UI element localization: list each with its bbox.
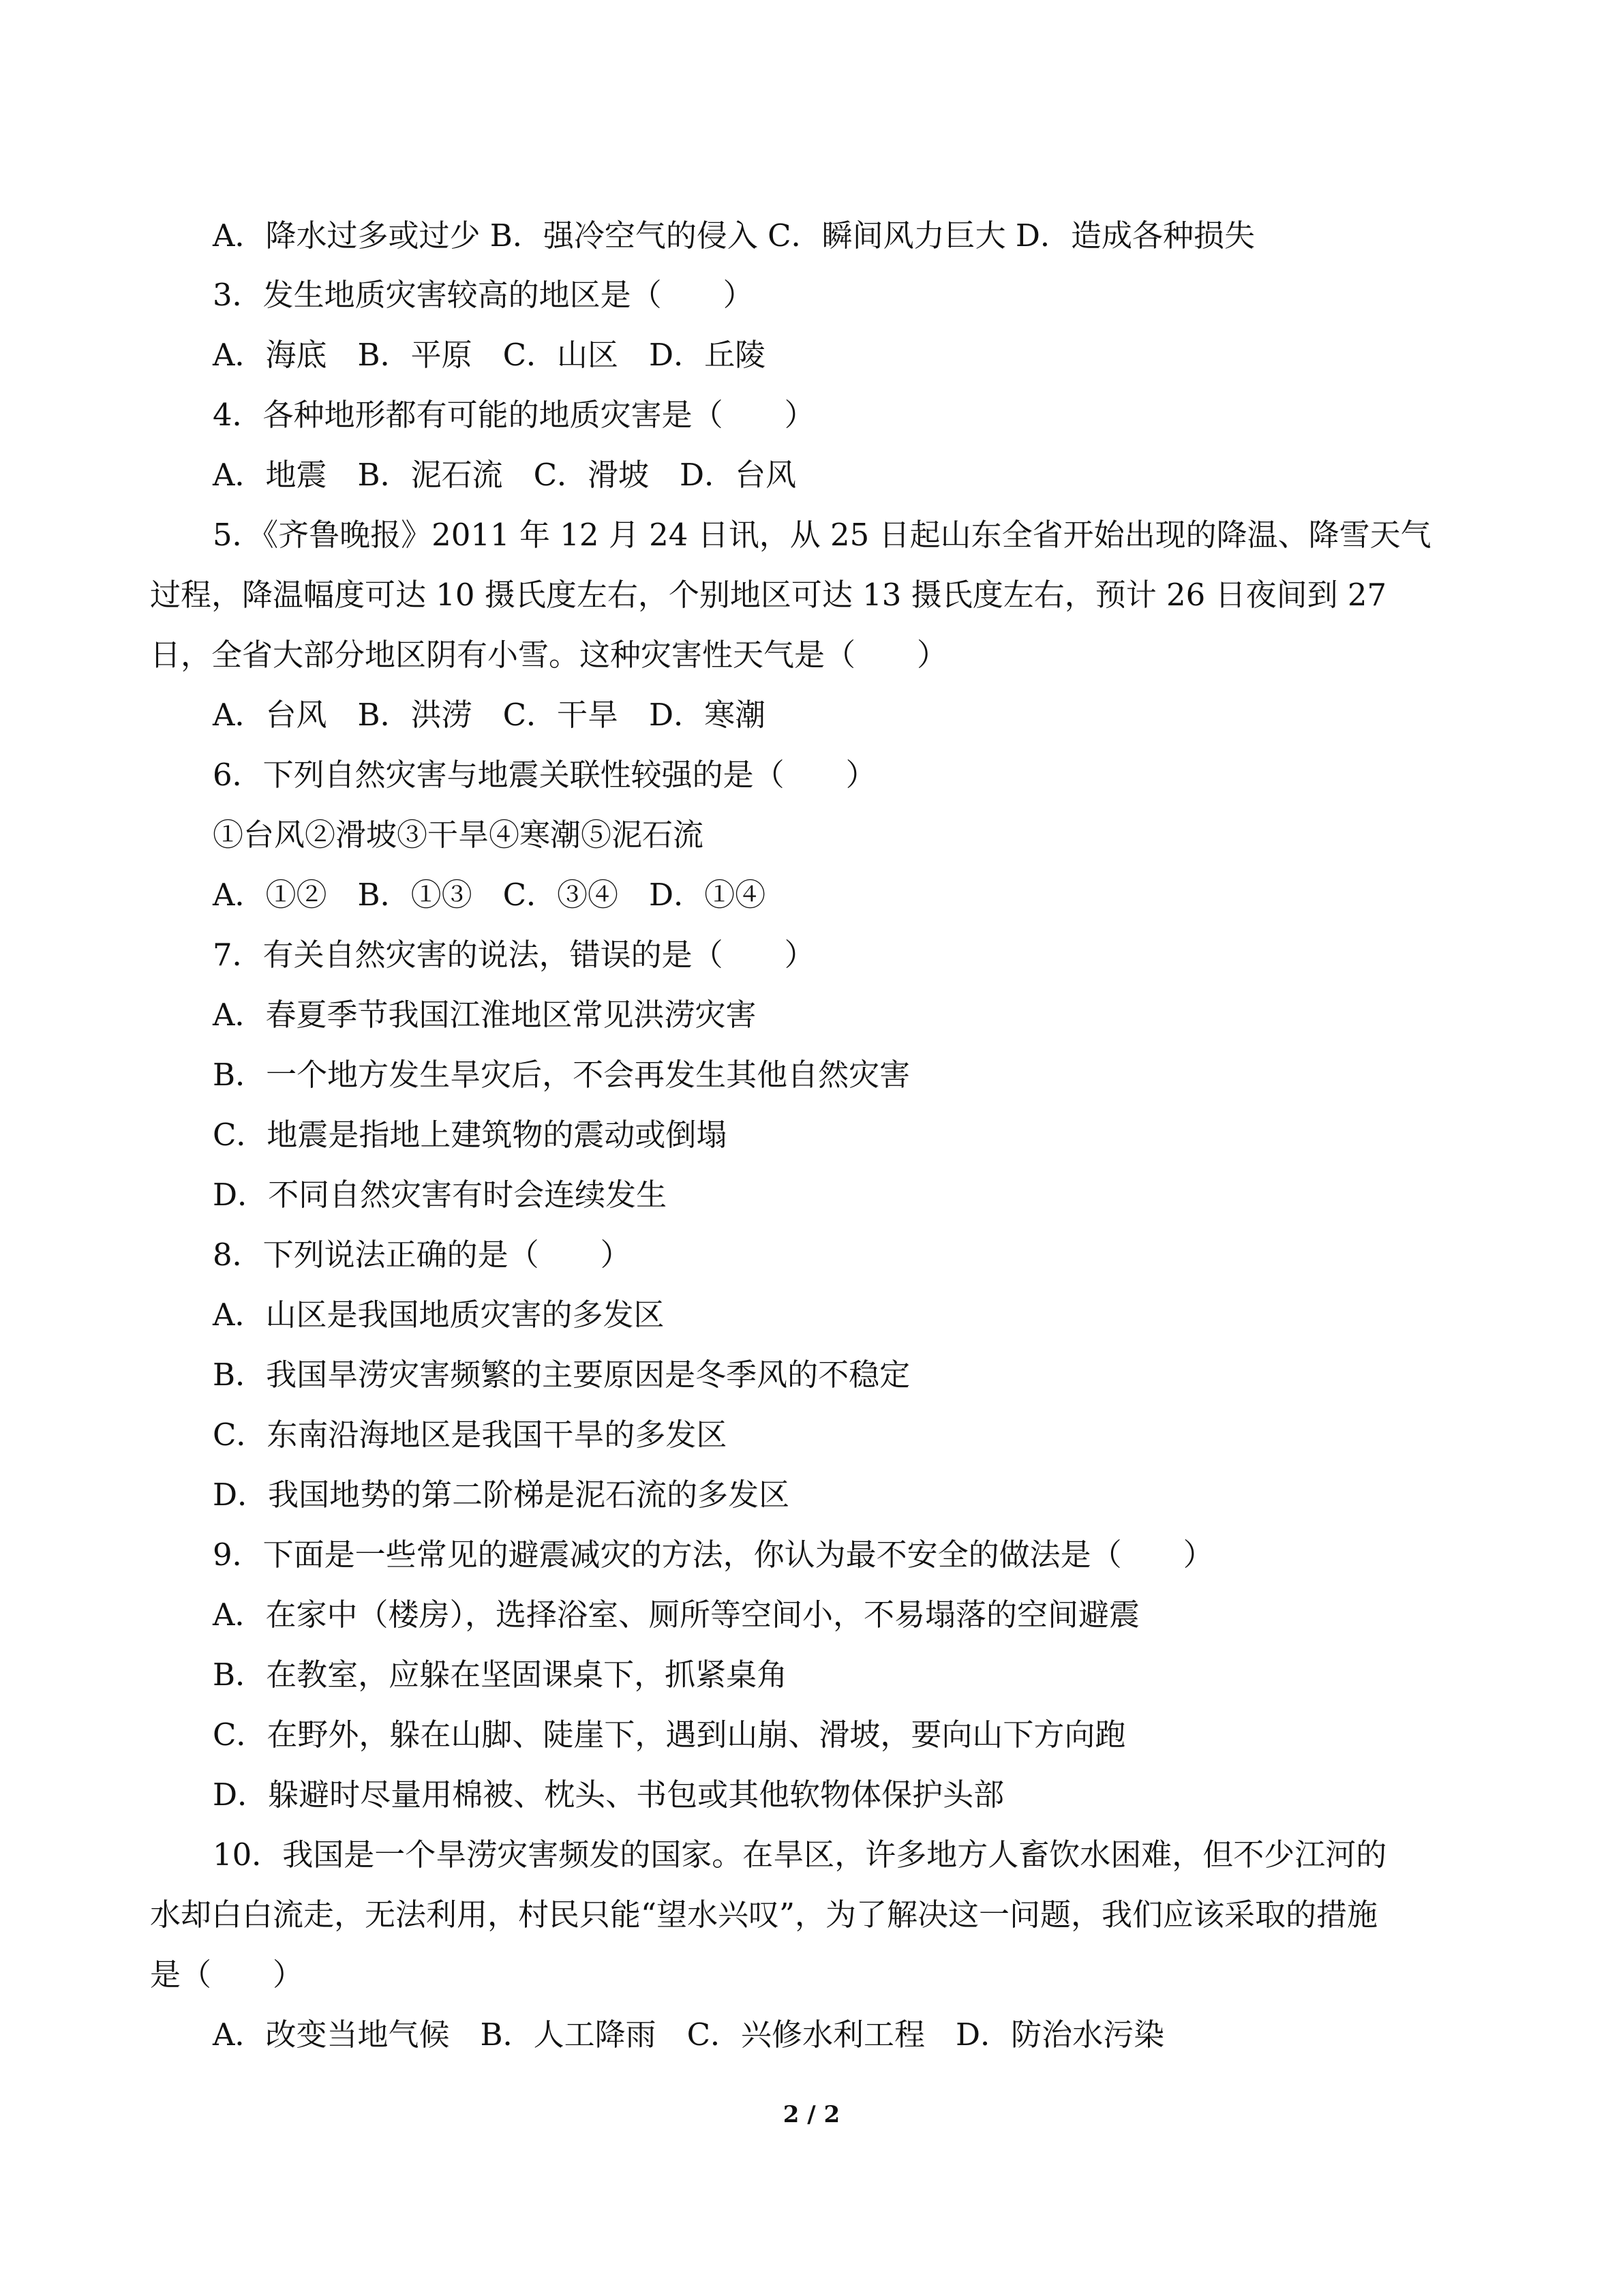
q5-stem-line-3: 日，全省大部分地区阴有小雪。这种灾害性天气是（ ） [150,637,948,673]
q9-stem: 9．下面是一些常见的避震减灾的方法，你认为最不安全的做法是（ ） [213,1537,1214,1573]
q5-options: A．台风 B．洪涝 C．干旱 D．寒潮 [213,697,766,733]
q8-option-b: B．我国旱涝灾害频繁的主要原因是冬季风的不稳定 [213,1357,911,1393]
q8-option-d: D．我国地势的第二阶梯是泥石流的多发区 [213,1477,790,1513]
q9-option-c: C．在野外，躲在山脚、陡崖下，遇到山崩、滑坡，要向山下方向跑 [213,1717,1126,1753]
q8-option-c: C．东南沿海地区是我国干旱的多发区 [213,1417,727,1453]
q4-options: A．地震 B．泥石流 C．滑坡 D．台风 [213,457,797,493]
q6-stem: 6．下列自然灾害与地震关联性较强的是（ ） [213,757,877,793]
q5-stem-line-1: 5．《齐鲁晚报》2011 年 12 月 24 日讯，从 25 日起山东全省开始出现的降温、降雪天气 [213,517,1431,553]
q10-options: A．改变当地气候 B．人工降雨 C．兴修水利工程 D．防治水污染 [213,2016,1165,2053]
q8-stem: 8．下列说法正确的是（ ） [213,1237,631,1273]
q7-option-d: D．不同自然灾害有时会连续发生 [213,1177,667,1213]
q9-option-b: B．在教室，应躲在坚固课桌下，抓紧桌角 [213,1657,788,1693]
q10-stem-line-1: 10．我国是一个旱涝灾害频发的国家。在旱区，许多地方人畜饮水困难，但不少江河的 [213,1837,1387,1873]
q10-stem-line-3: 是（ ） [150,1957,304,1993]
q10-stem-line-2: 水却白白流走，无法利用，村民只能“望水兴叹”，为了解决这一问题，我们应该采取的措施 [150,1897,1378,1933]
q3-stem: 3．发生地质灾害较高的地区是（ ） [213,277,754,313]
q4-stem: 4．各种地形都有可能的地质灾害是（ ） [213,397,815,433]
q6-options: A．①② B．①③ C．③④ D．①④ [213,877,766,913]
q5-stem-line-2: 过程，降温幅度可达 10 摄氏度左右，个别地区可达 13 摄氏度左右，预计 26 日夜间到 27 [150,577,1387,613]
q9-option-d: D．躲避时尽量用棉被、枕头、书包或其他软物体保护头部 [213,1777,1005,1813]
q7-option-a: A．春夏季节我国江淮地区常见洪涝灾害 [213,997,757,1033]
q3-options: A．海底 B．平原 C．山区 D．丘陵 [213,337,766,373]
q7-option-c: C．地震是指地上建筑物的震动或倒塌 [213,1117,727,1153]
q6-items: ①台风②滑坡③干旱④寒潮⑤泥石流 [213,817,704,853]
page-number: 2 / 2 [783,2101,840,2128]
q9-option-a: A．在家中（楼房），选择浴室、厕所等空间小，不易塌落的空间避震 [213,1597,1140,1633]
q8-option-a: A．山区是我国地质灾害的多发区 [213,1297,665,1333]
q2-options: A．降水过多或过少 B．强冷空气的侵入 C．瞬间风力巨大 D．造成各种损失 [213,217,1255,254]
q7-stem: 7．有关自然灾害的说法，错误的是（ ） [213,937,815,973]
q7-option-b: B．一个地方发生旱灾后，不会再发生其他自然灾害 [213,1057,911,1093]
